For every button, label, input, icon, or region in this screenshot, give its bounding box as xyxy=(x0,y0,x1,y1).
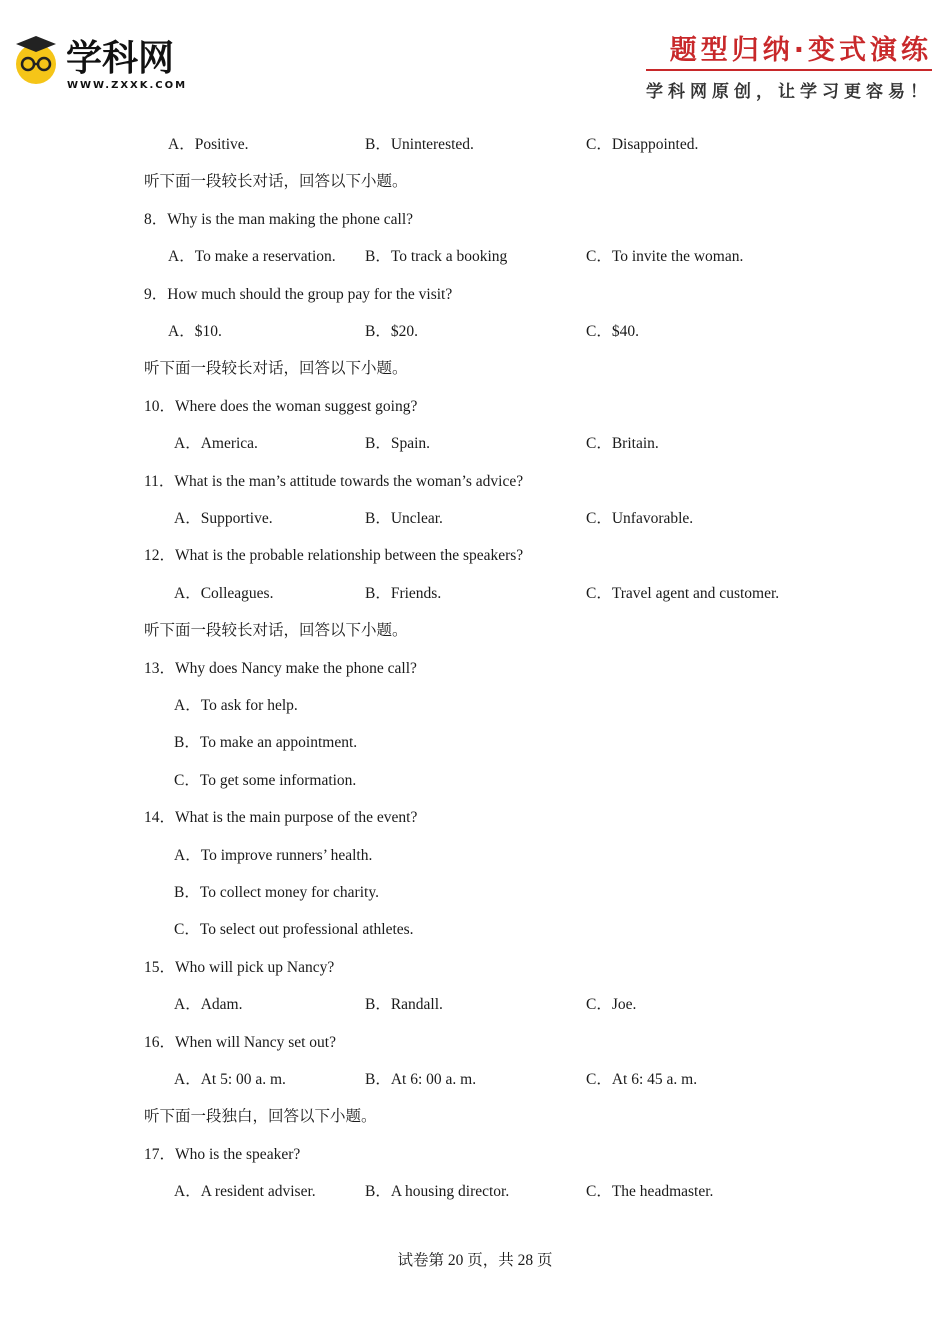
page-footer: 试卷第 20 页，共 28 页 xyxy=(397,1252,553,1269)
option-line: B．To collect money for charity. xyxy=(174,884,379,901)
question-stem: 10．Where does the woman suggest going? xyxy=(144,397,418,415)
option-line: C．To select out professional athletes. xyxy=(174,921,414,939)
option-line: A．To improve runners’ health. xyxy=(174,846,373,864)
option-c: C．$40. xyxy=(586,323,639,340)
option-b: B．Friends. xyxy=(365,584,442,602)
option-b: B．To track a booking xyxy=(365,248,508,266)
section-instruction: 听下面一段较长对话，回答以下小题。 xyxy=(144,360,408,378)
question-stem: 9．How much should the group pay for the visit? xyxy=(144,285,453,303)
option-c: C．Joe. xyxy=(586,996,637,1014)
option-b: B．$20. xyxy=(365,323,418,340)
question-stem: 15．Who will pick up Nancy? xyxy=(144,958,335,976)
logo-url: WWW.ZXXK.COM xyxy=(67,80,188,91)
option-c: C．Travel agent and customer. xyxy=(586,584,780,602)
option-a: A．Supportive. xyxy=(174,510,273,527)
section-instruction: 听下面一段独白，回答以下小题。 xyxy=(144,1108,377,1126)
option-a: A．Colleagues. xyxy=(174,584,274,602)
question-stem: 8．Why is the man making the phone call? xyxy=(144,210,414,228)
question-stem: 17．Who is the speaker? xyxy=(144,1145,301,1163)
option-a: A．$10. xyxy=(168,323,222,340)
option-a: A．To make a reservation. xyxy=(168,248,336,266)
option-b: B．Uninterested. xyxy=(365,136,474,153)
option-c: C．Disappointed. xyxy=(586,136,699,153)
option-line: C．To get some information. xyxy=(174,771,357,789)
option-b: B．A housing director. xyxy=(365,1183,510,1201)
brand-subtitle: 学科网原创，让学习更容易！ xyxy=(646,82,932,102)
option-a: A．A resident adviser. xyxy=(174,1183,316,1201)
brand-underline xyxy=(646,69,932,71)
option-c: C．The headmaster. xyxy=(586,1183,714,1201)
option-c: C．At 6: 45 a. m. xyxy=(586,1071,698,1088)
option-line: A．To ask for help. xyxy=(174,697,298,714)
brand-block xyxy=(646,28,932,102)
page-header xyxy=(0,0,950,110)
option-a: A．America. xyxy=(174,435,258,453)
question-stem: 16．When will Nancy set out? xyxy=(144,1033,336,1051)
option-b: B．Unclear. xyxy=(365,510,443,527)
section-instruction: 听下面一段较长对话，回答以下小题。 xyxy=(144,622,408,640)
option-c: C．Unfavorable. xyxy=(586,510,694,527)
zxxk-logo xyxy=(12,30,192,100)
option-c: C．Britain. xyxy=(586,435,659,453)
question-stem: 13．Why does Nancy make the phone call? xyxy=(144,659,417,677)
option-a: A．Adam. xyxy=(174,996,243,1014)
option-b: B．Spain. xyxy=(365,435,431,453)
logo-text: 学科网 xyxy=(66,38,175,79)
option-line: B．To make an appointment. xyxy=(174,734,358,752)
option-b: B．At 6: 00 a. m. xyxy=(365,1071,477,1088)
option-a: A．Positive. xyxy=(168,136,249,153)
option-a: A．At 5: 00 a. m. xyxy=(174,1071,286,1088)
section-instruction: 听下面一段较长对话，回答以下小题。 xyxy=(144,173,408,191)
option-c: C．To invite the woman. xyxy=(586,248,744,266)
question-stem: 14．What is the main purpose of the event? xyxy=(144,809,418,827)
brand-title: 题型归纳·变式演练 xyxy=(669,35,932,66)
question-stem: 12．What is the probable relationship between the speakers? xyxy=(144,547,524,565)
question-stem: 11．What is the man’s attitude towards the woman’s advice? xyxy=(144,472,524,490)
option-b: B．Randall. xyxy=(365,996,443,1014)
